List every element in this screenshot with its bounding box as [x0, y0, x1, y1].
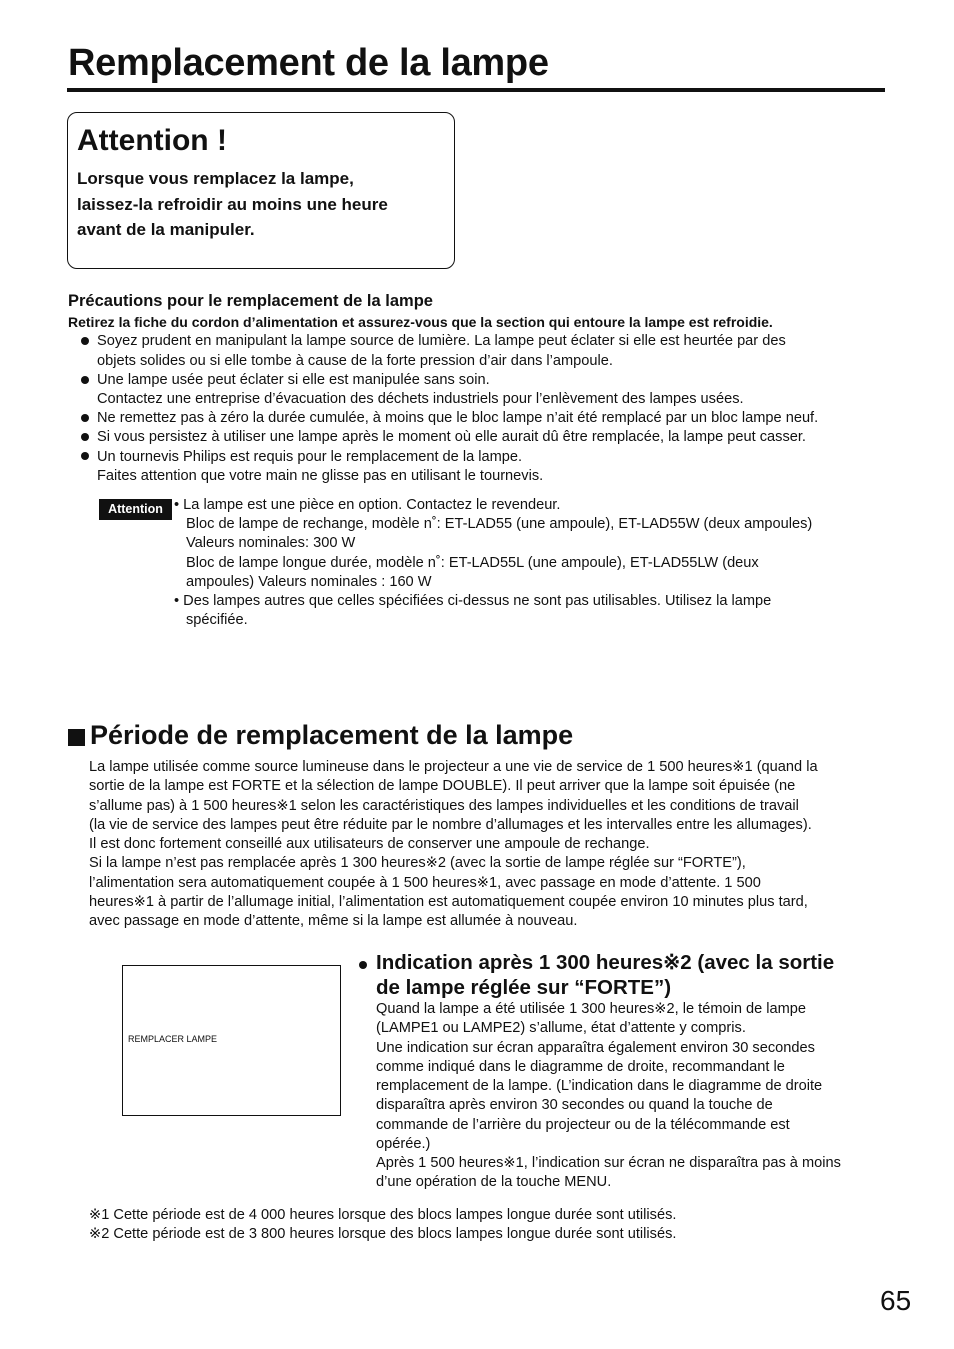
- indication-line: Après 1 500 heures※1, l’indication sur écran ne disparaîtra pas à moins: [376, 1155, 841, 1171]
- precaution-line: Une lampe usée peut éclater si elle est manipulée sans soin.: [97, 372, 490, 388]
- section-para-line: avec passage en mode d’attente, même si la lampe est allumée à nouveau.: [89, 913, 578, 929]
- section-square-icon: [68, 729, 85, 746]
- precaution-line: objets solides ou si elle tombe à cause de la forte pression d’air dans l’ampoule.: [97, 353, 613, 369]
- precautions-heading: Précautions pour le remplacement de la lampe: [68, 292, 433, 310]
- precaution-line: Contactez une entreprise d’évacuation des déchets industriels pour l’enlèvement des lampes usées.: [97, 391, 744, 407]
- note-line: Bloc de lampe longue durée, modèle n˚: ET-LAD55L (une ampoule), ET-LAD55LW (deux: [186, 555, 759, 571]
- section-para-line: heures※1 à partir de l’allumage initial, l’alimentation est automatiquement coupée environ 10 minutes plus tard,: [89, 894, 808, 910]
- precaution-line: Un tournevis Philips est requis pour le remplacement de la lampe.: [97, 449, 523, 465]
- bullet-dot: [81, 414, 89, 422]
- attention-line: Lorsque vous remplacez la lampe,: [77, 169, 354, 188]
- indication-line: Une indication sur écran apparaîtra également environ 30 secondes: [376, 1040, 815, 1056]
- indication-line: d’une opération de la touche MENU.: [376, 1174, 612, 1190]
- section-para-line: sortie de la lampe est FORTE et la sélection de lampe DOUBLE). Il peut arriver que la lampe soit épuisée (ne: [89, 778, 796, 794]
- section-para-line: s’allume pas) à 1 500 heures※1 selon les caractéristiques des lampes individuelles et les conditions de travail: [89, 798, 799, 814]
- attention-line: laissez-la refroidir au moins une heure: [77, 195, 388, 214]
- section-heading: Période de remplacement de la lampe: [90, 720, 574, 750]
- section-para-line: (la vie de service des lampes peut être réduite par le nombre d’allumages et les intervalles entre les allumages).: [89, 817, 812, 833]
- indication-line: commande de l’arrière du projecteur ou de la télécommande est: [376, 1117, 790, 1133]
- note-line: • La lampe est une pièce en option. Contactez le revendeur.: [174, 497, 561, 513]
- precaution-line: Si vous persistez à utiliser une lampe après le moment où elle aurait dû être remplacée, la lampe peut casser.: [97, 429, 806, 445]
- indication-line: remplacement de la lampe. (L’indication dans le diagramme de droite: [376, 1078, 823, 1094]
- precautions-lead: Retirez la fiche du cordon d’alimentation et assurez-vous que la section qui entoure la lampe est refroidie.: [68, 314, 773, 330]
- note-line: Valeurs nominales: 300 W: [186, 535, 356, 551]
- onscreen-message: REMPLACER LAMPE: [128, 1034, 218, 1044]
- note-line: Bloc de lampe de rechange, modèle n˚: ET-LAD55 (une ampoule), ET-LAD55W (deux ampoules): [186, 516, 813, 532]
- section-para-line: La lampe utilisée comme source lumineuse dans le projecteur a une vie de service de 1 500 heures※1 (quand la: [89, 759, 818, 775]
- attention-line: avant de la manipuler.: [77, 220, 255, 239]
- footnote: ※1 Cette période est de 4 000 heures lorsque des blocs lampes longue durée sont utilisés.: [89, 1207, 677, 1223]
- indication-line: (LAMPE1 ou LAMPE2) s’allume, état d’attente y compris.: [376, 1020, 746, 1036]
- page-number: 65: [880, 1285, 912, 1316]
- indication-line: opérée.): [376, 1136, 431, 1152]
- page-title: Remplacement de la lampe: [68, 42, 549, 84]
- precaution-line: Ne remettez pas à zéro la durée cumulée, à moins que le bloc lampe n’ait été remplacé par un bloc lampe neuf.: [97, 410, 819, 426]
- indication-line: comme indiqué dans le diagramme de droite, recommandant le: [376, 1059, 785, 1075]
- bullet-dot: [81, 337, 89, 345]
- note-line: spécifiée.: [186, 612, 248, 628]
- bullet-dot: [81, 452, 89, 460]
- bullet-dot: [359, 961, 367, 969]
- indication-heading-line: Indication après 1 300 heures※2 (avec la sortie: [376, 951, 835, 974]
- section-para-line: Il est donc fortement conseillé aux utilisateurs de conserver une ampoule de rechange.: [89, 836, 650, 852]
- section-para-line: Si la lampe n’est pas remplacée après 1 300 heures※2 (avec la sortie de lampe réglée sur “FORTE”),: [89, 855, 746, 871]
- bullet-dot: [81, 376, 89, 384]
- note-line: • Des lampes autres que celles spécifiées ci-dessus ne sont pas utilisables. Utilisez la lampe: [174, 593, 772, 609]
- attention-tag: Attention: [99, 499, 172, 520]
- footnote: ※2 Cette période est de 3 800 heures lorsque des blocs lampes longue durée sont utilisés.: [89, 1226, 677, 1242]
- attention-heading: Attention !: [77, 124, 227, 157]
- indication-heading-line: de lampe réglée sur “FORTE”): [376, 976, 672, 999]
- indication-line: Quand la lampe a été utilisée 1 300 heures※2, le témoin de lampe: [376, 1001, 807, 1017]
- bullet-dot: [81, 433, 89, 441]
- section-para-line: l’alimentation sera automatiquement coupée à 1 500 heures※1, avec passage en mode d’attente. 1 500: [89, 875, 761, 891]
- precaution-line: Soyez prudent en manipulant la lampe source de lumière. La lampe peut éclater si elle est heurtée par des: [97, 333, 786, 349]
- indication-line: disparaîtra après environ 30 secondes ou quand la touche de: [376, 1097, 773, 1113]
- title-rule: [67, 88, 885, 92]
- note-line: ampoules) Valeurs nominales : 160 W: [186, 574, 432, 590]
- precaution-line: Faites attention que votre main ne glisse pas en utilisant le tournevis.: [97, 468, 544, 484]
